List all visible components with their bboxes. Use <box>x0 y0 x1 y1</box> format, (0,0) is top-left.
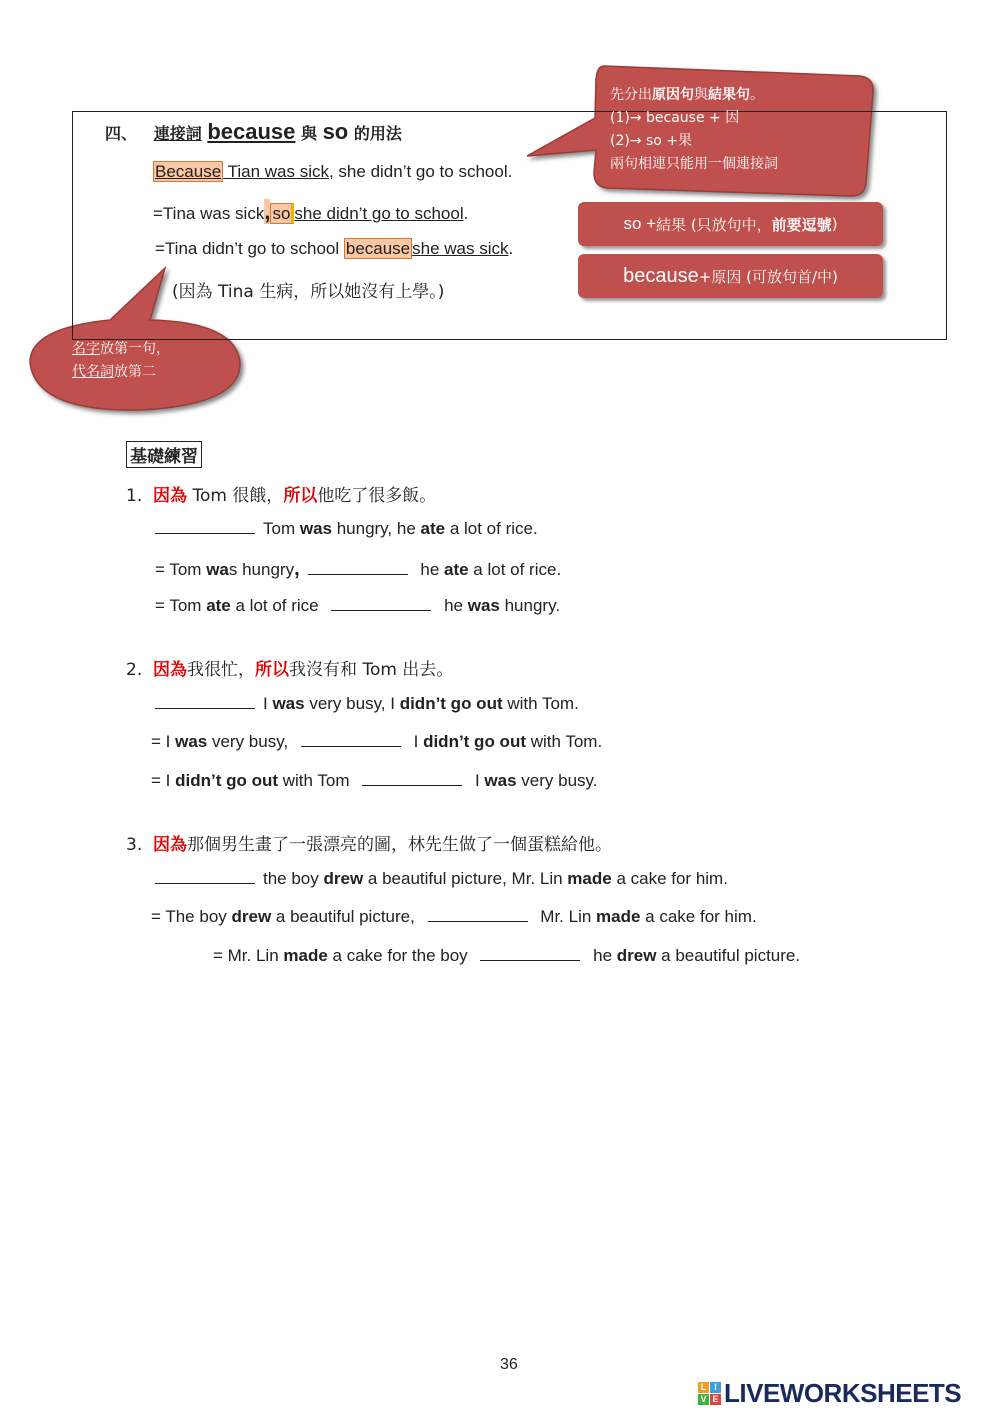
section-suffix: 的用法 <box>353 124 402 143</box>
section-heading <box>105 119 402 145</box>
q1-line-c: = Tom ate a lot of rice he was hungry. <box>155 596 561 615</box>
left-callout-text: 名字放第一句， 代名詞放第二 <box>72 341 170 380</box>
q3-line-b: = The boy drew a beautiful picture, Mr. Lin made a cake for him. <box>151 907 757 926</box>
q2-line-a: I was very busy, I didn’t go out with Tom. <box>155 694 579 714</box>
q1-line-b: = Tom was hungry, he ate a lot of rice. <box>155 558 562 580</box>
section-number: 四、 <box>105 124 138 143</box>
practice-title: 基礎練習 <box>126 441 202 468</box>
top-callout-text: 先分出原因句與結果句。 (1)→ because + 因 (2)→ so +果 兩句相連只能用一個連接詞 <box>610 87 778 172</box>
section-mid: 與 <box>300 124 317 143</box>
question-2: 2. 因為我很忙，所以我沒有和 Tom 出去。 <box>126 660 454 680</box>
highlight-comma: , <box>264 199 271 224</box>
page-number: 36 <box>500 1356 518 1373</box>
answer-blank[interactable] <box>362 771 462 786</box>
q2-line-c: = I didn’t go out with Tom I was very busy. <box>151 771 598 790</box>
highlight-so: so <box>270 203 294 224</box>
example-line-2: =Tina was sick, so she didn’t go to school. <box>153 199 469 224</box>
answer-blank[interactable] <box>480 946 580 961</box>
liveworksheets-logo[interactable] <box>698 1378 961 1409</box>
highlight-because-2: because <box>345 239 411 258</box>
chinese-translation: (因為 Tina 生病，所以她沒有上學。) <box>172 282 445 302</box>
q3-line-c: = Mr. Lin made a cake for the boy he drew a beautiful picture. <box>213 946 801 965</box>
answer-blank[interactable] <box>155 869 255 884</box>
question-3: 3. 因為那個男生畫了一張漂亮的圖，林先生做了一個蛋糕給他。 <box>126 835 613 855</box>
example-line-3: =Tina didn’t go to school because she was sick. <box>155 239 514 258</box>
rule-box-because: because +原因 (可放句首/中) <box>578 254 883 298</box>
q1-line-a: Tom was hungry, he ate a lot of rice. <box>155 519 538 539</box>
question-1: 1. 因為 Tom 很餓，所以他吃了很多飯。 <box>126 486 437 506</box>
answer-blank[interactable] <box>428 907 528 922</box>
section-title-prefix: 連接詞 <box>153 124 202 143</box>
rule-box-so: so + 結果 (只放句中， 前要逗號 ) <box>578 202 883 246</box>
q2-line-b: = I was very busy, I didn’t go out with Tom. <box>151 732 603 751</box>
logo-text: LIVEWORKSHEETS <box>724 1378 962 1408</box>
answer-blank[interactable] <box>331 596 431 611</box>
answer-blank[interactable] <box>155 519 255 534</box>
answer-blank[interactable] <box>308 560 408 575</box>
keyword-so: so <box>322 119 349 144</box>
highlight-because: Because <box>155 162 222 181</box>
keyword-because: because <box>207 119 296 144</box>
q3-line-a: the boy drew a beautiful picture, Mr. Lin made a cake for him. <box>155 869 728 889</box>
answer-blank[interactable] <box>155 694 255 709</box>
answer-blank[interactable] <box>301 732 401 747</box>
example-line-1: Because Tian was sick, she didn’t go to school. <box>155 162 513 181</box>
logo-icon: L I V E <box>698 1382 721 1405</box>
